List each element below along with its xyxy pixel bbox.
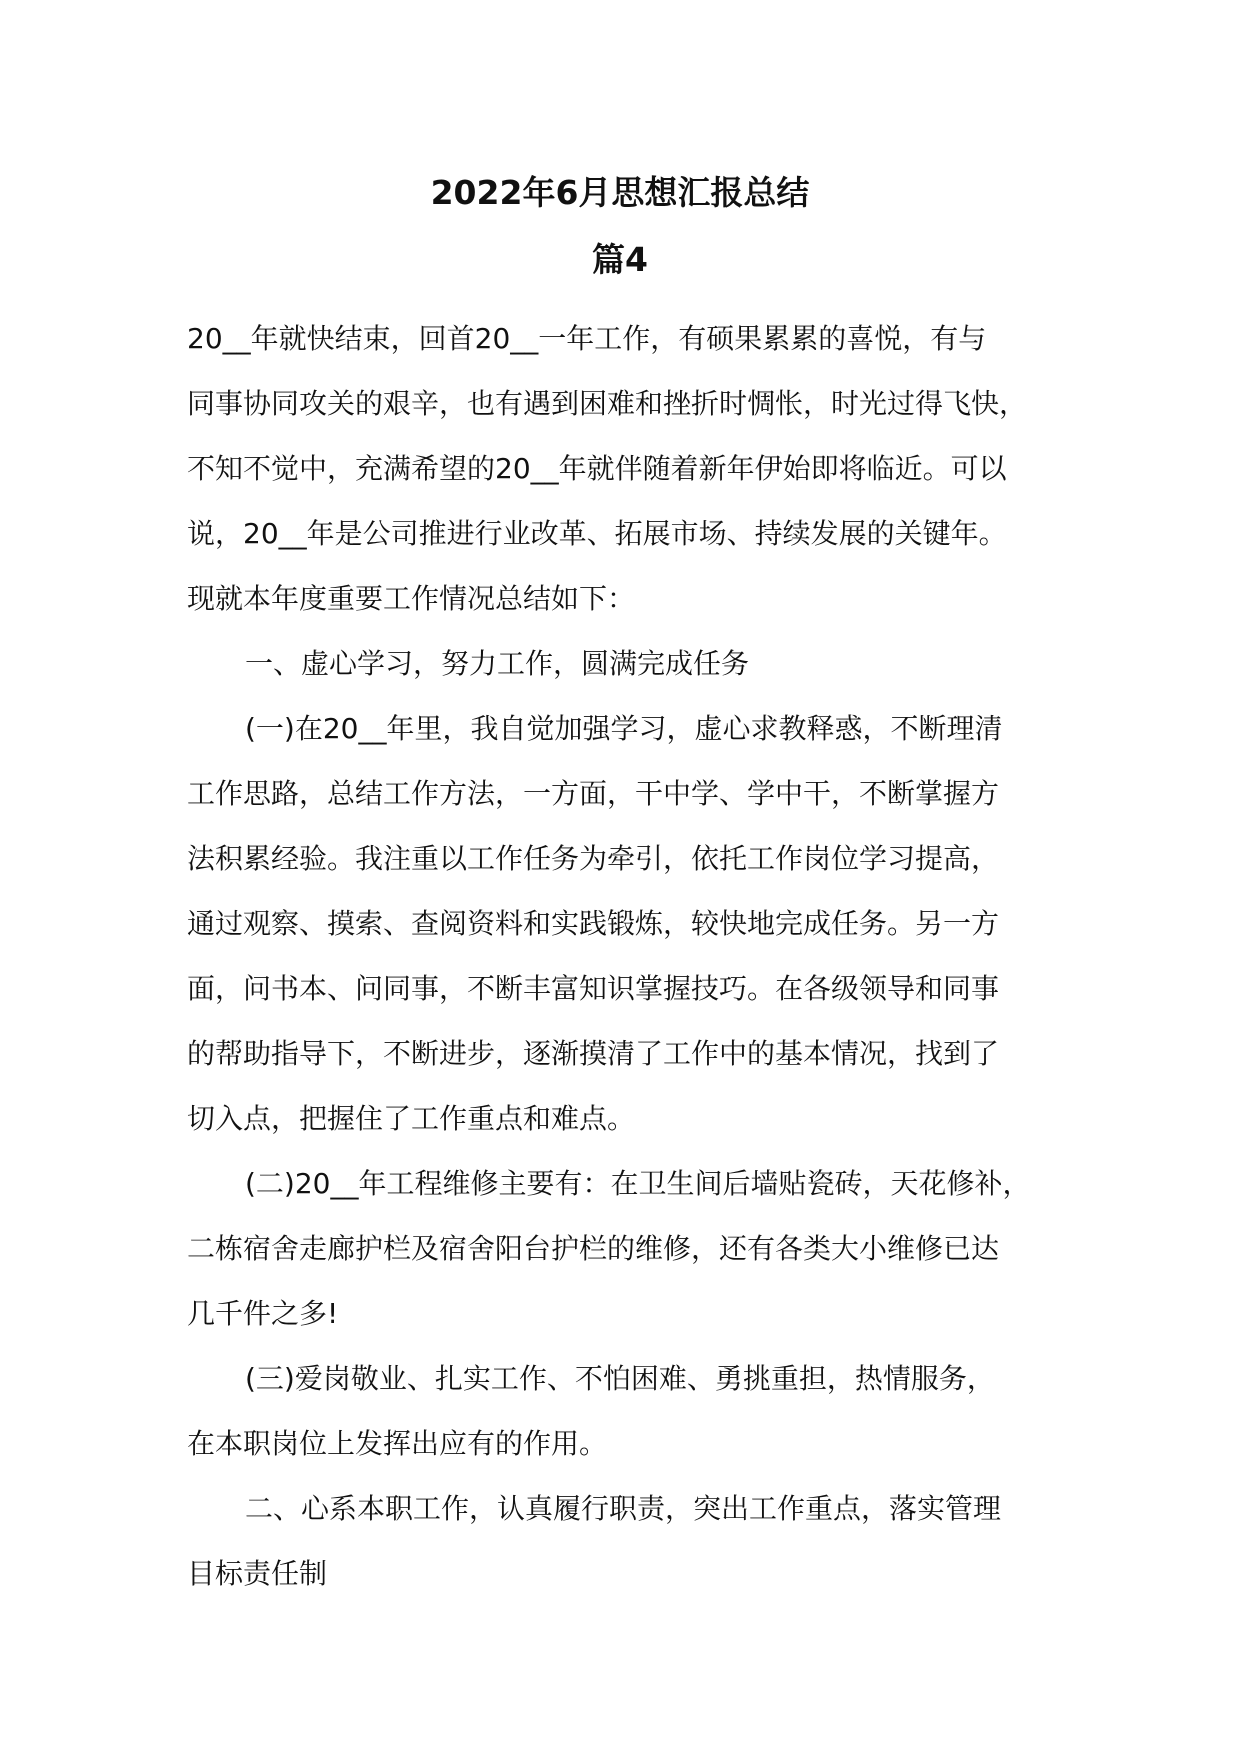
text-line: (三)爱岗敬业、扎实工作、不怕困难、勇挑重担，热情服务， [245,1362,995,1395]
text-line: 目标责任制 [187,1557,328,1590]
document-title-line-1: 2022年6月思想汇报总结 [430,173,810,212]
paragraph-intro [187,306,1077,631]
text-line: 面，问书本、问同事，不断丰富知识掌握技巧。在各级领导和同事 [187,972,1000,1005]
text-line: 同事协同攻关的艰辛，也有遇到困难和挫折时惆怅，时光过得飞快， [187,387,1028,420]
text-line: 一、虚心学习，努力工作，圆满完成任务 [245,647,750,680]
text-line: 不知不觉中，充满希望的20__年就伴随着新年伊始即将临近。可以 [187,452,1007,485]
text-line: 说，20__年是公司推进行业改革、拓展市场、持续发展的关键年。 [187,517,1007,550]
text-line: 二、心系本职工作，认真履行职责，突出工作重点，落实管理 [245,1492,1002,1525]
text-line: 工作思路，总结工作方法，一方面，干中学、学中干，不断掌握方 [187,777,1000,810]
document-body [187,306,1077,1606]
text-line: (一)在20__年里，我自觉加强学习，虚心求教释惑，不断理清 [245,712,1003,745]
paragraph-item-1 [187,696,1077,1151]
text-line: (二)20__年工程维修主要有：在卫生间后墙贴瓷砖，天花修补， [245,1167,1031,1200]
text-line: 的帮助指导下，不断进步，逐渐摸清了工作中的基本情况，找到了 [187,1037,1000,1070]
text-line: 20__年就快结束，回首20__一年工作，有硕果累累的喜悦，有与 [187,322,987,355]
text-line: 法积累经验。我注重以工作任务为牵引，依托工作岗位学习提高， [187,842,1000,875]
section-heading-2 [187,1476,1077,1606]
text-line: 几千件之多! [187,1297,339,1330]
document-title-line-2: 篇4 [592,240,648,279]
text-line: 二栋宿舍走廊护栏及宿舍阳台护栏的维修，还有各类大小维修已达 [187,1232,1000,1265]
paragraph-item-2 [187,1151,1077,1346]
text-line: 在本职岗位上发挥出应有的作用。 [187,1427,608,1460]
section-heading-1 [187,631,1077,696]
text-line: 现就本年度重要工作情况总结如下： [187,582,636,615]
paragraph-item-3 [187,1346,1077,1476]
text-line: 切入点，把握住了工作重点和难点。 [187,1102,636,1135]
text-line: 通过观察、摸索、查阅资料和实践锻炼，较快地完成任务。另一方 [187,907,1000,940]
